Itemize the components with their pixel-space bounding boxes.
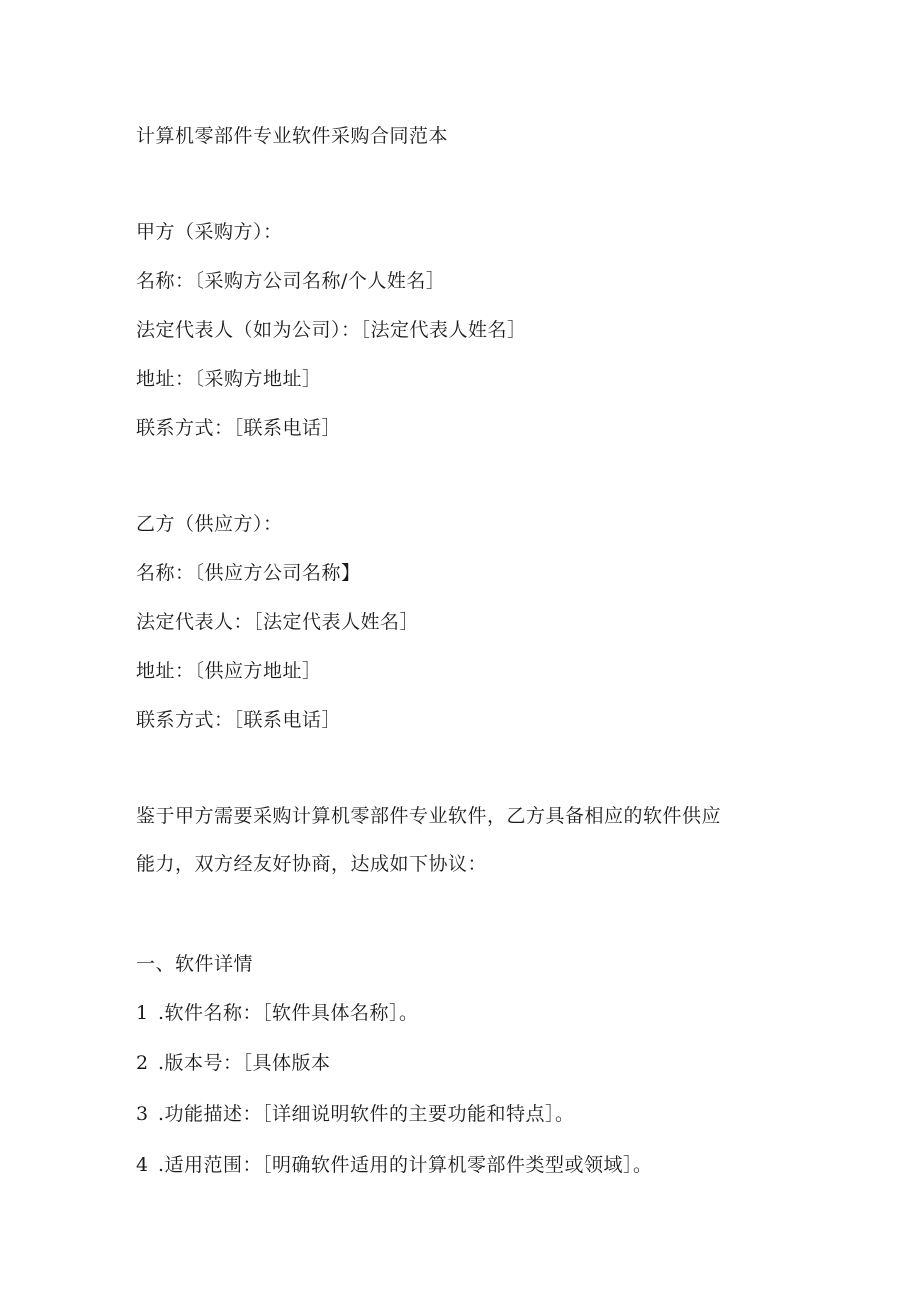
section-1-item: [136, 1102, 575, 1126]
item-text: .版本号：［具体版本: [158, 1052, 331, 1074]
section-1-item: [136, 1001, 419, 1025]
party-a-name: 名称：〔采购方公司名称/个人姓名］: [136, 270, 446, 292]
section-1-item: [136, 1153, 653, 1177]
section-1-heading: 一、软件详情: [136, 953, 254, 975]
party-a-heading: 甲方（采购方）：: [136, 221, 283, 243]
item-text: .适用范围：［明确软件适用的计算机零部件类型或领域］。: [158, 1154, 653, 1176]
item-number: 4: [136, 1154, 149, 1176]
item-text: .功能描述：［详细说明软件的主要功能和特点］。: [158, 1103, 575, 1125]
party-b-representative: 法定代表人：［法定代表人姓名］: [136, 611, 420, 633]
party-b-heading: 乙方（供应方）：: [136, 513, 283, 535]
party-b-name: 名称：〔供应方公司名称】: [136, 562, 361, 584]
party-a-representative: 法定代表人（如为公司）：［法定代表人姓名］: [136, 319, 527, 341]
party-b-contact: 联系方式：［联系电话］: [136, 709, 342, 731]
item-number: 2: [136, 1052, 149, 1074]
party-b-address: 地址：〔供应方地址］: [136, 660, 322, 682]
preamble-line-1: 鉴于甲方需要采购计算机零部件专业软件，乙方具备相应的软件供应: [136, 805, 722, 827]
section-1-item: [136, 1051, 331, 1075]
preamble-line-2: 能力，双方经友好协商，达成如下协议：: [136, 853, 488, 875]
item-text: .软件名称：［软件具体名称］。: [158, 1002, 419, 1024]
party-a-address: 地址：〔采购方地址］: [136, 368, 322, 390]
party-a-contact: 联系方式：［联系电话］: [136, 417, 342, 439]
item-number: 1: [136, 1002, 149, 1024]
document-title: 计算机零部件专业软件采购合同范本: [136, 125, 449, 147]
item-number: 3: [136, 1103, 149, 1125]
